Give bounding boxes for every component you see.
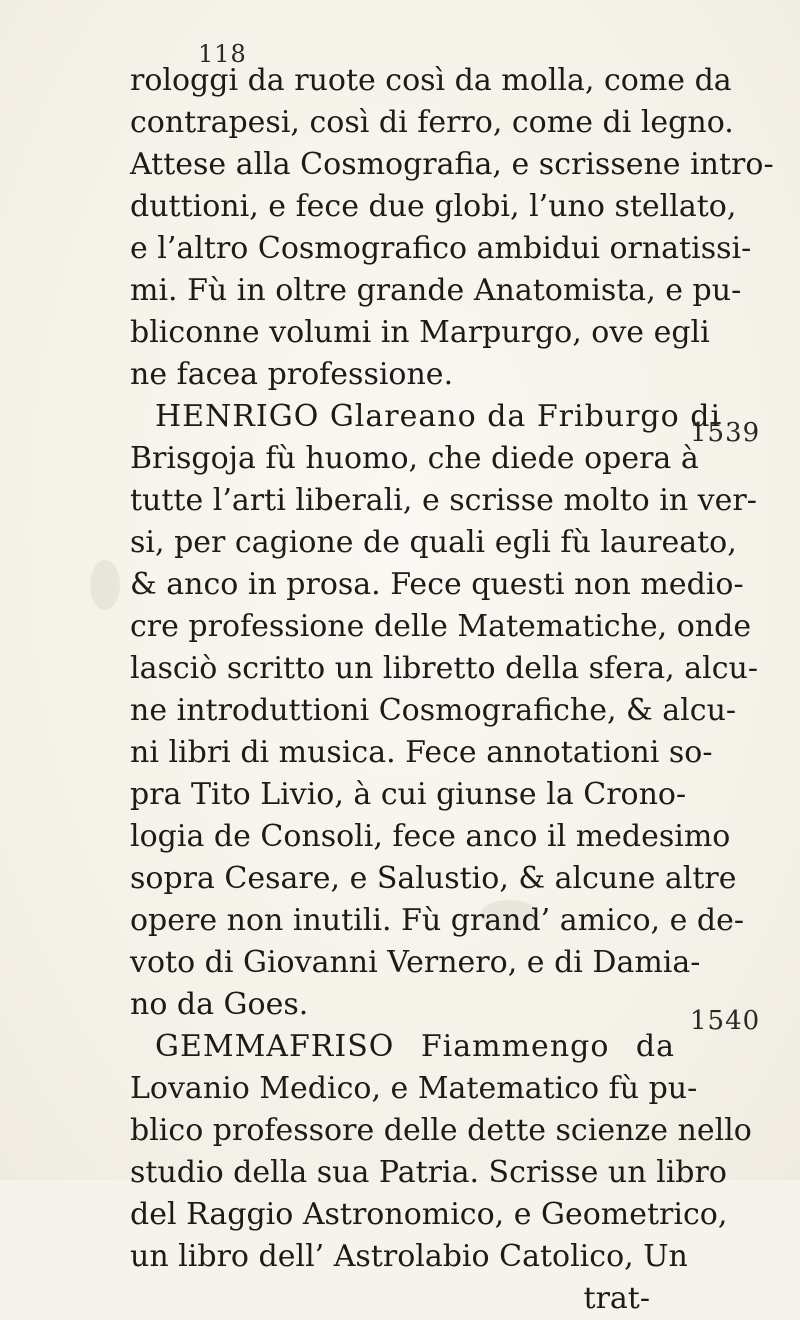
text-line: un libro dell’ Astrolabio Catolico, Un [130,1239,688,1274]
text-line: Brisgoja fù huomo, che diede opera à [130,441,699,476]
entry-heading-line: HENRIGO Glareano da Friburgo di [155,399,722,434]
margin-year: 1539 [690,418,761,448]
text-line: ni libri di musica. Fece annotationi so- [130,735,713,770]
text-line: e l’altro Cosmografico ambidui ornatissi- [130,231,752,266]
text-line: duttioni, e fece due globi, l’uno stellato, [130,189,737,224]
catchword: trat- [583,1281,650,1316]
text-line: Attese alla Cosmografia, e scrissene intro- [130,147,774,182]
text-line: no da Goes. [130,987,309,1022]
text-line: sopra Cesare, e Salustio, & alcune altre [130,861,737,896]
text-line: opere non inutili. Fù grand’ amico, e de- [130,903,744,938]
text-line: Lovanio Medico, e Matematico fù pu- [130,1071,698,1106]
text-line: studio della sua Patria. Scrisse un libro [130,1155,727,1190]
text-line: & anco in prosa. Fece questi non medio- [130,567,744,602]
text-line: cre professione delle Matematiche, onde [130,609,752,644]
text-line: lasciò scritto un libretto della sfera, alcu- [130,651,758,686]
text-line: ne introduttioni Cosmografiche, & alcu- [130,693,737,728]
text-line: voto di Giovanni Vernero, e di Damia- [130,945,701,980]
margin-year: 1540 [690,1006,761,1036]
text-line: si, per cagione de quali egli fù laureato, [130,525,737,560]
page-number: 118 [198,40,247,68]
text-line: rologgi da ruote così da molla, come da [130,63,732,98]
text-line: tutte l’arti liberali, e scrisse molto in ver- [130,483,757,518]
text-line: ne facea professione. [130,357,454,392]
text-line: pra Tito Livio, à cui giunse la Crono- [130,777,687,812]
text-line: del Raggio Astronomico, e Geometrico, [130,1197,728,1232]
text-line: bliconne volumi in Marpurgo, ove egli [130,315,710,350]
entry-heading-line: GEMMAFRISO Fiammengo da [155,1029,675,1064]
text-line: blico professore delle dette scienze nello [130,1113,752,1148]
text-line: logia de Consoli, fece anco il medesimo [130,819,731,854]
paper-stain [90,560,120,610]
text-line: mi. Fù in oltre grande Anatomista, e pu- [130,273,742,308]
text-line: contrapesi, così di ferro, come di legno. [130,105,734,140]
